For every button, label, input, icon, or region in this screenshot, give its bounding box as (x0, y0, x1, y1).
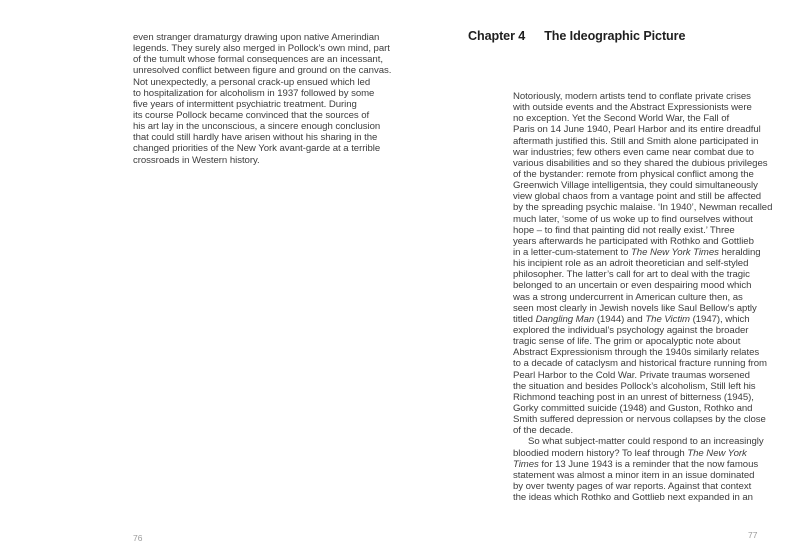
text-line: Times for 13 June 1943 is a reminder that the now famous (513, 458, 759, 470)
text-line: of the bystander: remote from physical conflict among the (513, 168, 754, 180)
text-line: So what subject-matter could respond to an increasingly (528, 436, 764, 448)
text-line: his art lay in the unconscious, a sincere enough conclusion (133, 121, 381, 133)
left-page-number: 76 (133, 533, 143, 543)
text-line: various disabilities and so they shared the dubious privileges (513, 157, 768, 169)
text-line: no exception. Yet the Second World War, the Fall of (513, 113, 730, 125)
text-line: to hospitalization for alcoholism in 1937 followed by some (133, 87, 375, 99)
text-line: years afterwards he participated with Rothko and Gottlieb (513, 235, 754, 247)
text-line: bloodied modern history? To leaf through The New York (513, 447, 747, 459)
text-line: tragic sense of life. The grim or apocalyptic note about (513, 336, 741, 348)
text-line: Gorky committed suicide (1948) and Guston, Rothko and (513, 402, 753, 414)
text-line: view global chaos from a vantage point and still be affected (513, 191, 762, 203)
text-line: was a strong undercurrent in American culture then, as (513, 291, 743, 303)
text-line: legends. They surely also merged in Pollock’s own mind, part (133, 43, 390, 55)
text-line: Pearl Harbor to the Cold War. Private traumas worsened (513, 369, 750, 381)
right-page-number: 77 (748, 530, 758, 540)
text-line: aftermath justified this. Still and Smith alone participated in (513, 135, 759, 147)
text-line: unresolved conflict between figure and ground on the canvas. (133, 65, 392, 77)
text-line: crossroads in Western history. (133, 154, 260, 166)
text-line: war industries; few others even came near combat due to (513, 146, 754, 158)
text-line: Paris on 14 June 1940, Pearl Harbor and its entire dreadful (513, 124, 761, 136)
text-line: Richmond teaching post in an unrest of bitterness (1945), (513, 391, 754, 403)
text-line: even stranger dramaturgy drawing upon native Amerindian (133, 32, 380, 43)
text-line: the situation and besides Pollock’s alcoholism, Still left his (513, 380, 756, 392)
text-line: belonged to an uncertain or even despairing mood which (513, 280, 752, 292)
chapter-title: The Ideographic Picture (544, 29, 686, 43)
text-line: with outside events and the Abstract Expressionists were (513, 102, 752, 114)
chapter-heading (468, 29, 685, 43)
text-line: changed priorities of the New York avant-garde at a terrible (133, 143, 381, 155)
text-line: Notoriously, modern artists tend to conflate private crises (513, 91, 751, 102)
text-line: its course Pollock became convinced that the sources of (133, 109, 370, 121)
right-page-text (513, 91, 795, 503)
text-line: that could still hardly have arisen without his sharing in the (133, 132, 378, 144)
text-line: in a letter-cum-statement to The New York Times heralding (513, 246, 761, 258)
text-line: hope – to find that painting did not really exist.’ Three (513, 224, 735, 236)
text-line: statement was almost a minor item in an issue dominated (513, 469, 755, 481)
text-line: his incipient role as an adroit theoretician and self-styled (513, 258, 749, 270)
text-line: seen most clearly in Jewish novels like Saul Bellow’s aptly (513, 302, 757, 314)
text-line: five years of intermittent psychiatric treatment. During (133, 98, 357, 110)
text-line: by the spreading psychic malaise. ‘In 1940’, Newman recalled (513, 202, 773, 214)
text-line: Abstract Expressionism through the 1940s similarly relates (513, 347, 760, 359)
text-line: to a decade of cataclysm and historical fracture running from (513, 358, 767, 370)
text-line: explored the individual’s psychology against the broader (513, 324, 749, 336)
text-line: Smith suffered depression or nervous collapses by the close (513, 414, 766, 426)
text-line: philosopher. The latter’s call for art to deal with the tragic (513, 269, 750, 281)
text-line: by over twenty pages of war reports. Against that context (513, 480, 752, 492)
text-line: titled Dangling Man (1944) and The Victim (1947), which (513, 313, 750, 325)
text-line: the ideas which Rothko and Gottlieb next expanded in an (513, 492, 753, 504)
text-line: Not unexpectedly, a personal crack-up ensued which led (133, 76, 371, 88)
text-line: of the tumult whose formal consequences are an incessant, (133, 54, 383, 66)
left-page-text (133, 32, 418, 166)
text-line: Greenwich Village intelligentsia, they could simultaneously (513, 180, 758, 192)
chapter-label: Chapter 4 (468, 29, 526, 43)
text-line: much later, ‘some of us woke up to find ourselves without (513, 213, 753, 225)
text-line: of the decade. (513, 425, 574, 437)
